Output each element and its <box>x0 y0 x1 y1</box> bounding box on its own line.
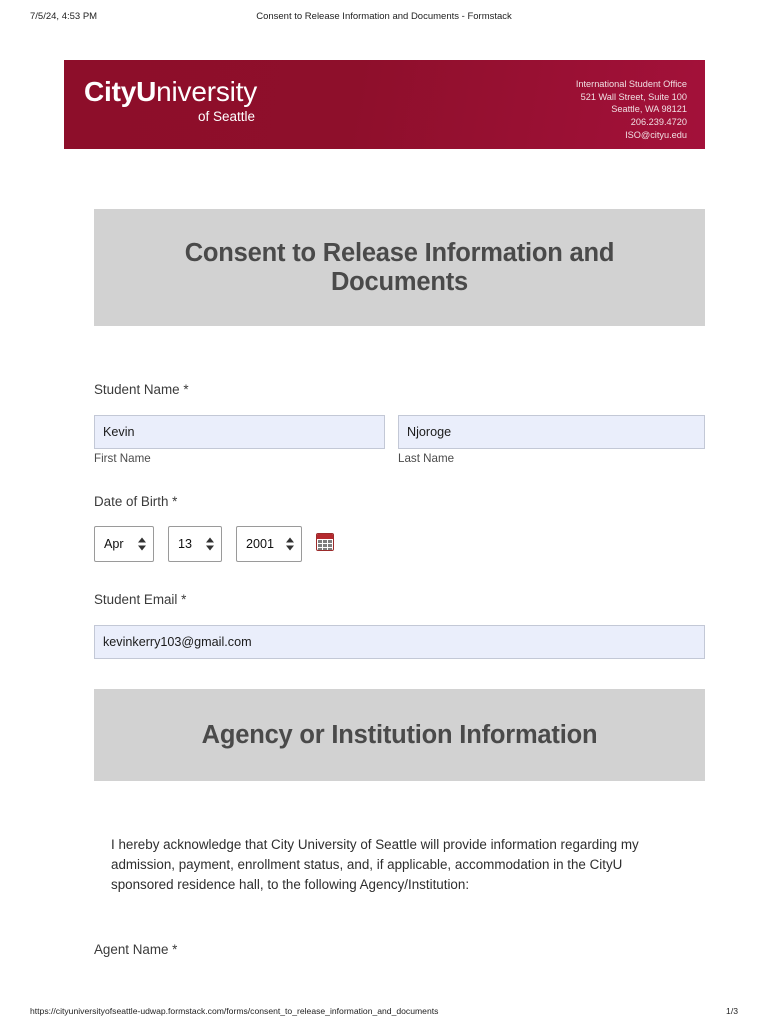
first-name-sublabel: First Name <box>94 452 151 465</box>
address-line-3: Seattle, WA 98121 <box>611 104 687 115</box>
address-line-2: 521 Wall Street, Suite 100 <box>580 91 687 102</box>
logo-wordmark <box>84 78 257 106</box>
dob-day-value: 13 <box>178 537 193 551</box>
date-of-birth-label: Date of Birth * <box>94 494 178 509</box>
print-source-url: https://cityuniversityofseattle-udwap.formstack.com/forms/consent_to_release_information_and_documents <box>30 1006 439 1016</box>
print-page-number: 1/3 <box>726 1006 738 1016</box>
logo-wordmark-bold: CityU <box>84 76 157 107</box>
agency-section-title: Agency or Institution Information <box>201 720 598 749</box>
print-timestamp: 7/5/24, 4:53 PM <box>30 10 98 22</box>
print-document-title: Consent to Release Information and Documents - Formstack <box>256 10 512 22</box>
consent-paragraph: I hereby acknowledge that City University of Seattle will provide information regarding my admission, payment, enrollment status, and, if applicable, accommodation in the CityU sponsored residence hall, to the following Agency/Institution: <box>111 837 639 892</box>
cityu-logo <box>84 78 257 124</box>
agent-name-label: Agent Name * <box>94 942 178 957</box>
last-name-input[interactable] <box>398 415 705 449</box>
chevron-updown-icon[interactable] <box>286 538 294 551</box>
student-email-label: Student Email * <box>94 592 187 607</box>
office-address <box>576 78 687 141</box>
university-banner <box>64 60 705 149</box>
dob-year-value: 2001 <box>246 537 275 551</box>
agency-section-block <box>94 689 705 781</box>
calendar-icon-grid <box>317 539 333 551</box>
logo-subtitle: of Seattle <box>197 109 256 124</box>
logo-wordmark-light: niversity <box>156 76 258 107</box>
chevron-updown-icon[interactable] <box>138 538 146 551</box>
address-email: ISO@cityu.edu <box>625 129 687 140</box>
first-name-input[interactable] <box>94 415 385 449</box>
dob-month-value: Apr <box>104 537 124 551</box>
dob-year-select[interactable] <box>236 526 302 562</box>
calendar-icon[interactable] <box>316 533 334 551</box>
student-email-input[interactable] <box>94 625 705 659</box>
address-line-1: International Student Office <box>575 79 687 89</box>
dob-month-select[interactable] <box>94 526 154 562</box>
last-name-sublabel: Last Name <box>398 452 455 465</box>
page-title: Consent to Release Information and Documents <box>184 238 615 296</box>
student-name-label: Student Name * <box>94 382 189 397</box>
form-title-block <box>94 209 705 326</box>
dob-day-select[interactable] <box>168 526 222 562</box>
chevron-updown-icon[interactable] <box>206 538 214 551</box>
address-phone: 206.239.4720 <box>630 117 687 128</box>
